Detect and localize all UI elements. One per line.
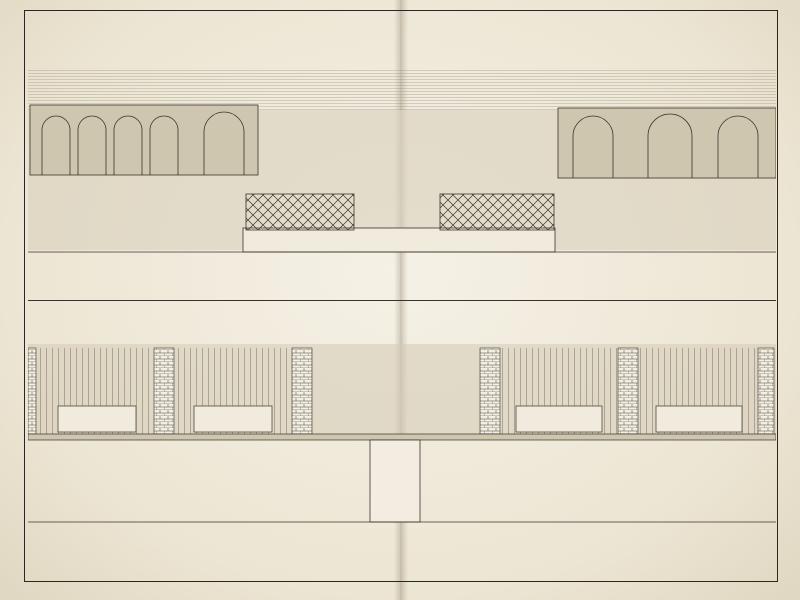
brick-pier bbox=[758, 348, 774, 434]
brick-pier bbox=[28, 348, 36, 434]
brick-pier bbox=[292, 348, 312, 434]
lower-relief-illustration bbox=[28, 344, 776, 526]
brick-pier bbox=[480, 348, 500, 434]
brick-pier bbox=[154, 348, 174, 434]
arcade-right bbox=[558, 108, 776, 178]
upper-relief-illustration bbox=[28, 70, 776, 260]
lattice-screen-left bbox=[246, 194, 354, 230]
lattice-screen-right bbox=[440, 194, 554, 230]
arcade-left bbox=[30, 105, 258, 175]
dais bbox=[243, 228, 555, 252]
central-pedestal bbox=[370, 440, 420, 522]
register-divider bbox=[28, 300, 776, 301]
brick-pier bbox=[618, 348, 638, 434]
